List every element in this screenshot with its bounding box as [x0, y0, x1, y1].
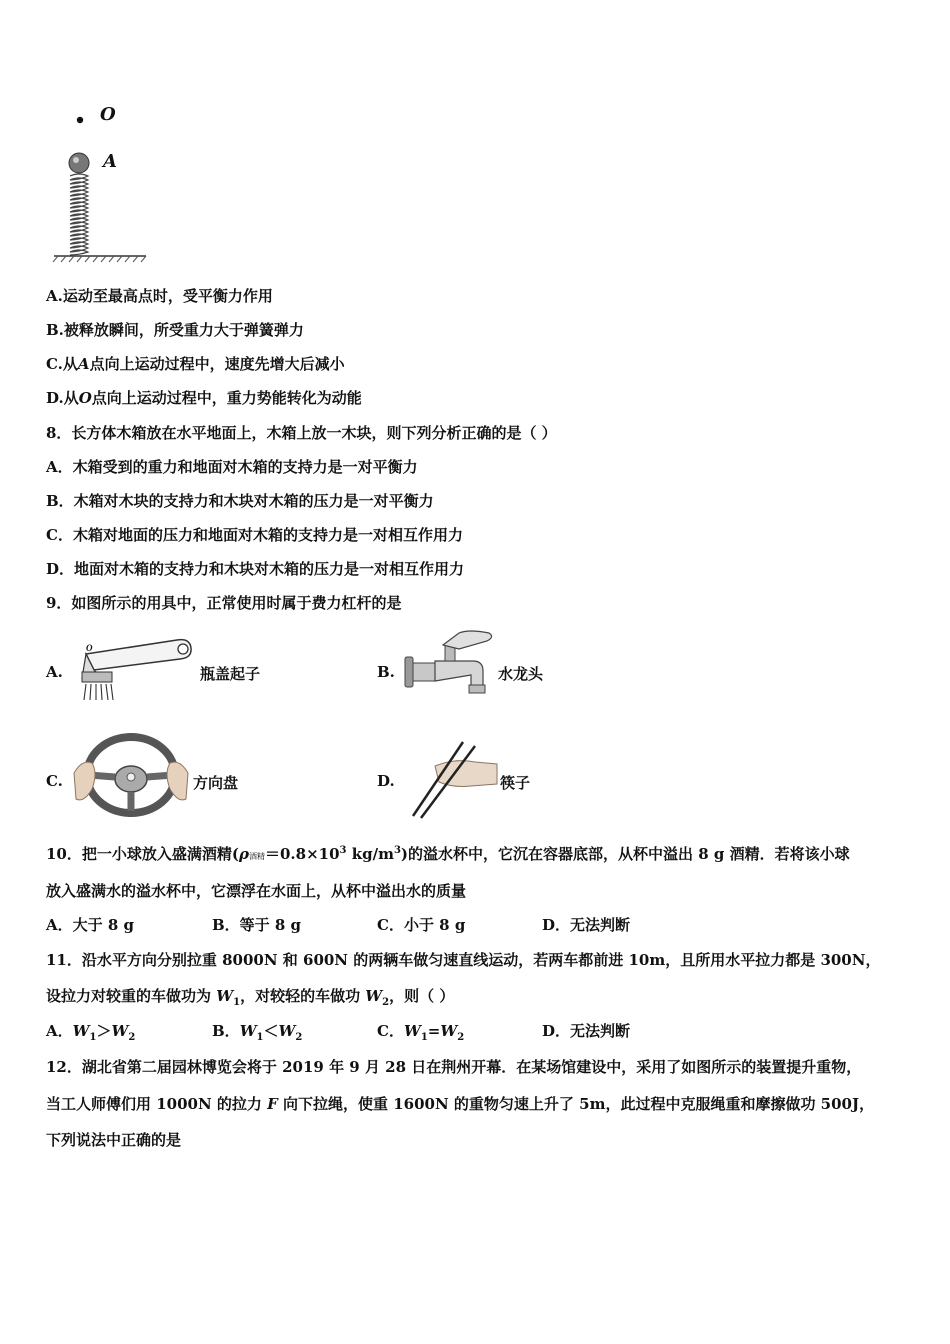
- steering-wheel-icon: [74, 733, 189, 823]
- q9-option-a-label: 瓶盖起子: [200, 665, 261, 683]
- q11-option-b: B．$W_1<W_2$: [212, 1022, 303, 1043]
- q9-option-b-label: 水龙头: [498, 665, 544, 683]
- q11-option-c: C．$W_1=W_2$: [377, 1022, 465, 1043]
- ball: [69, 153, 89, 173]
- q9-option-d-key: D.: [377, 772, 395, 790]
- q8-option-c: C．木箱对地面的压力和地面对木箱的支持力是一对相互作用力: [46, 526, 463, 544]
- q10-option-a: A．大于 8 g: [46, 916, 135, 934]
- q10-option-d: D．无法判断: [542, 916, 631, 934]
- q8-option-b: B．木箱对木块的支持力和木块对木箱的压力是一对平衡力: [46, 492, 434, 510]
- q9-option-c-key: C.: [46, 772, 63, 790]
- q7-option-d: D.从O点向上运动过程中，重力势能转化为动能: [46, 389, 362, 407]
- q8-option-a: A．木箱受到的重力和地面对木箱的支持力是一对平衡力: [46, 458, 418, 476]
- q12-line1: 12．湖北省第二届园林博览会将于 2019 年 9 月 28 日在荆州开幕．在某场馆建设中，采用了如图所示的装置提升重物，: [46, 1058, 862, 1076]
- label-o: O: [100, 104, 116, 125]
- q10-option-c: C．小于 8 g: [377, 916, 466, 934]
- q9-stem: 9．如图所示的用具中，正常使用时属于费力杠杆的是: [46, 594, 402, 612]
- water-tap-icon: [403, 627, 498, 707]
- q11-option-d: D．无法判断: [542, 1022, 631, 1040]
- q10-option-b: B．等于 8 g: [212, 916, 302, 934]
- q12-line3: 下列说法中正确的是: [46, 1131, 182, 1149]
- q8-option-d: D．地面对木箱的支持力和木块对木箱的压力是一对相互作用力: [46, 560, 465, 578]
- opener-fulcrum-label: O: [86, 643, 93, 653]
- spring-diagram: [40, 100, 170, 270]
- chopsticks-icon: [405, 740, 500, 820]
- q11-option-a: A．$W_1>W_2$: [46, 1022, 136, 1043]
- q7-option-a: A.运动至最高点时，受平衡力作用: [46, 287, 273, 305]
- q10-line2: 放入盛满水的溢水杯中，它漂浮在水面上，从杯中溢出水的质量: [46, 882, 467, 900]
- q12-line2: 当工人师傅们用 1000N 的拉力 F 向下拉绳，使重 1600N 的重物匀速上升了 5m，此过程中克服绳重和摩擦做功 500J，: [46, 1095, 875, 1113]
- q9-option-a-key: A.: [46, 663, 63, 681]
- q7-option-b: B.被释放瞬间，所受重力大于弹簧弹力: [46, 321, 304, 339]
- point-o-dot: [77, 117, 83, 123]
- q11-line2: 设拉力对较重的车做功为 $W_1$，对较轻的车做功 $W_2$，则（ ）: [46, 987, 455, 1008]
- q9-option-b-key: B.: [377, 663, 395, 681]
- q10-line1: 10．把一小球放入盛满酒精(ρ酒精$=0.8\times 10^3$ $kg/m^3$)的溢水杯中，它沉在容器底部，从杯中溢出 8 g 酒精．若将该小球: [46, 845, 850, 863]
- q11-line1: 11．沿水平方向分别拉重 8000N 和 600N 的两辆车做匀速直线运动，若两车都前进 10m，且所用水平拉力都是 300N，: [46, 951, 881, 969]
- q9-option-d-label: 筷子: [500, 774, 531, 792]
- bottle-opener-icon: [72, 634, 197, 702]
- q9-option-c-label: 方向盘: [193, 774, 239, 792]
- label-a: A: [103, 151, 117, 172]
- q8-stem: 8．长方体木箱放在水平地面上，木箱上放一木块，则下列分析正确的是（ ）: [46, 424, 557, 442]
- q7-option-c: C.从A点向上运动过程中，速度先增大后减小: [46, 355, 345, 373]
- spring: [70, 174, 88, 255]
